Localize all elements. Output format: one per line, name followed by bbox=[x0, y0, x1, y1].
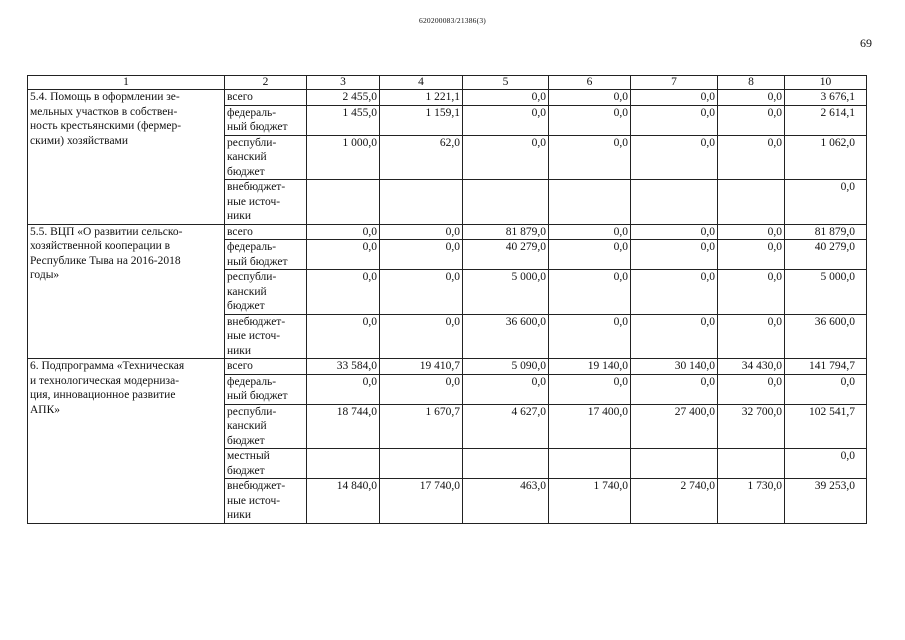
value-cell: 18 744,0 bbox=[307, 404, 380, 449]
table-row bbox=[28, 224, 867, 240]
value-cell bbox=[380, 449, 463, 479]
value-cell: 2 455,0 bbox=[307, 90, 380, 106]
value-cell bbox=[463, 449, 549, 479]
value-cell: 0,0 bbox=[463, 374, 549, 404]
funding-source: республи- канский бюджет bbox=[225, 135, 307, 180]
value-cell: 0,0 bbox=[463, 135, 549, 180]
total-cell: 1 062,0 bbox=[785, 135, 867, 180]
total-cell: 40 279,0 bbox=[785, 240, 867, 270]
column-header: 3 bbox=[307, 76, 380, 90]
value-cell: 19 410,7 bbox=[380, 359, 463, 375]
table-row bbox=[28, 359, 867, 375]
column-number-row bbox=[28, 76, 867, 90]
value-cell: 1 159,1 bbox=[380, 105, 463, 135]
section-label: 5.4. Помощь в оформлении зе- мельных участков в собствен- ность крестьянскими (фермер- скими) хозяйствами bbox=[28, 90, 225, 225]
value-cell: 0,0 bbox=[307, 240, 380, 270]
value-cell: 463,0 bbox=[463, 479, 549, 524]
value-cell: 62,0 bbox=[380, 135, 463, 180]
funding-source: внебюджет- ные источ- ники bbox=[225, 314, 307, 359]
column-header: 1 bbox=[28, 76, 225, 90]
funding-source: федераль- ный бюджет bbox=[225, 240, 307, 270]
value-cell: 0,0 bbox=[380, 314, 463, 359]
value-cell: 0,0 bbox=[718, 135, 785, 180]
value-cell: 5 090,0 bbox=[463, 359, 549, 375]
value-cell: 0,0 bbox=[718, 90, 785, 106]
value-cell: 32 700,0 bbox=[718, 404, 785, 449]
value-cell: 0,0 bbox=[380, 240, 463, 270]
value-cell: 17 400,0 bbox=[549, 404, 631, 449]
total-cell: 3 676,1 bbox=[785, 90, 867, 106]
column-header: 2 bbox=[225, 76, 307, 90]
value-cell bbox=[718, 180, 785, 225]
value-cell: 0,0 bbox=[631, 270, 718, 315]
value-cell: 0,0 bbox=[549, 135, 631, 180]
value-cell: 0,0 bbox=[718, 224, 785, 240]
value-cell: 0,0 bbox=[718, 374, 785, 404]
value-cell: 81 879,0 bbox=[463, 224, 549, 240]
total-cell: 2 614,1 bbox=[785, 105, 867, 135]
value-cell: 1 670,7 bbox=[380, 404, 463, 449]
value-cell: 1 000,0 bbox=[307, 135, 380, 180]
value-cell: 0,0 bbox=[718, 314, 785, 359]
value-cell: 17 740,0 bbox=[380, 479, 463, 524]
value-cell: 0,0 bbox=[307, 374, 380, 404]
total-cell: 141 794,7 bbox=[785, 359, 867, 375]
column-header: 5 bbox=[463, 76, 549, 90]
page-number: 69 bbox=[860, 36, 872, 50]
funding-source: республи- канский бюджет bbox=[225, 404, 307, 449]
value-cell: 33 584,0 bbox=[307, 359, 380, 375]
column-header: 6 bbox=[549, 76, 631, 90]
column-header: 8 bbox=[718, 76, 785, 90]
total-cell: 0,0 bbox=[785, 449, 867, 479]
value-cell: 0,0 bbox=[307, 314, 380, 359]
value-cell bbox=[631, 180, 718, 225]
value-cell: 0,0 bbox=[631, 135, 718, 180]
value-cell: 0,0 bbox=[631, 314, 718, 359]
value-cell: 0,0 bbox=[549, 90, 631, 106]
total-cell: 0,0 bbox=[785, 374, 867, 404]
column-header: 4 bbox=[380, 76, 463, 90]
column-header: 7 bbox=[631, 76, 718, 90]
value-cell: 2 740,0 bbox=[631, 479, 718, 524]
value-cell: 0,0 bbox=[549, 105, 631, 135]
value-cell: 40 279,0 bbox=[463, 240, 549, 270]
value-cell: 1 221,1 bbox=[380, 90, 463, 106]
value-cell: 0,0 bbox=[718, 105, 785, 135]
value-cell bbox=[549, 449, 631, 479]
funding-source: всего bbox=[225, 224, 307, 240]
value-cell: 0,0 bbox=[549, 270, 631, 315]
value-cell: 36 600,0 bbox=[463, 314, 549, 359]
value-cell: 0,0 bbox=[463, 105, 549, 135]
value-cell: 0,0 bbox=[549, 374, 631, 404]
value-cell: 0,0 bbox=[631, 374, 718, 404]
section-label: 6. Подпрограмма «Техническая и технологическая модерниза- ция, инновационное развитие АПК» bbox=[28, 359, 225, 524]
value-cell: 27 400,0 bbox=[631, 404, 718, 449]
value-cell bbox=[463, 180, 549, 225]
table-row bbox=[28, 90, 867, 106]
value-cell: 14 840,0 bbox=[307, 479, 380, 524]
budget-table bbox=[27, 75, 867, 524]
value-cell: 0,0 bbox=[463, 90, 549, 106]
value-cell: 0,0 bbox=[631, 105, 718, 135]
value-cell: 1 730,0 bbox=[718, 479, 785, 524]
funding-source: всего bbox=[225, 90, 307, 106]
value-cell: 0,0 bbox=[307, 224, 380, 240]
value-cell: 30 140,0 bbox=[631, 359, 718, 375]
value-cell: 5 000,0 bbox=[463, 270, 549, 315]
value-cell: 0,0 bbox=[380, 270, 463, 315]
value-cell: 0,0 bbox=[718, 240, 785, 270]
funding-source: внебюджет- ные источ- ники bbox=[225, 180, 307, 225]
funding-source: республи- канский бюджет bbox=[225, 270, 307, 315]
total-cell: 36 600,0 bbox=[785, 314, 867, 359]
value-cell: 0,0 bbox=[380, 224, 463, 240]
value-cell: 4 627,0 bbox=[463, 404, 549, 449]
funding-source: внебюджет- ные источ- ники bbox=[225, 479, 307, 524]
total-cell: 102 541,7 bbox=[785, 404, 867, 449]
funding-source: федераль- ный бюджет bbox=[225, 105, 307, 135]
value-cell: 0,0 bbox=[549, 240, 631, 270]
funding-source: всего bbox=[225, 359, 307, 375]
value-cell: 1 455,0 bbox=[307, 105, 380, 135]
value-cell bbox=[549, 180, 631, 225]
value-cell bbox=[631, 449, 718, 479]
value-cell: 0,0 bbox=[631, 224, 718, 240]
total-cell: 81 879,0 bbox=[785, 224, 867, 240]
value-cell: 0,0 bbox=[631, 90, 718, 106]
section-label: 5.5. ВЦП «О развитии сельско- хозяйственной кооперации в Республике Тыва на 2016-2018 годы» bbox=[28, 224, 225, 359]
total-cell: 0,0 bbox=[785, 180, 867, 225]
value-cell bbox=[307, 449, 380, 479]
value-cell bbox=[380, 180, 463, 225]
value-cell: 0,0 bbox=[549, 314, 631, 359]
value-cell: 34 430,0 bbox=[718, 359, 785, 375]
funding-source: федераль- ный бюджет bbox=[225, 374, 307, 404]
value-cell: 1 740,0 bbox=[549, 479, 631, 524]
total-cell: 5 000,0 bbox=[785, 270, 867, 315]
funding-source: местный бюджет bbox=[225, 449, 307, 479]
value-cell bbox=[718, 449, 785, 479]
document-id: 620200083/21386(3) bbox=[419, 16, 486, 25]
value-cell: 19 140,0 bbox=[549, 359, 631, 375]
column-header: 10 bbox=[785, 76, 867, 90]
value-cell: 0,0 bbox=[380, 374, 463, 404]
total-cell: 39 253,0 bbox=[785, 479, 867, 524]
value-cell: 0,0 bbox=[549, 224, 631, 240]
value-cell: 0,0 bbox=[307, 270, 380, 315]
value-cell: 0,0 bbox=[631, 240, 718, 270]
value-cell: 0,0 bbox=[718, 270, 785, 315]
value-cell bbox=[307, 180, 380, 225]
